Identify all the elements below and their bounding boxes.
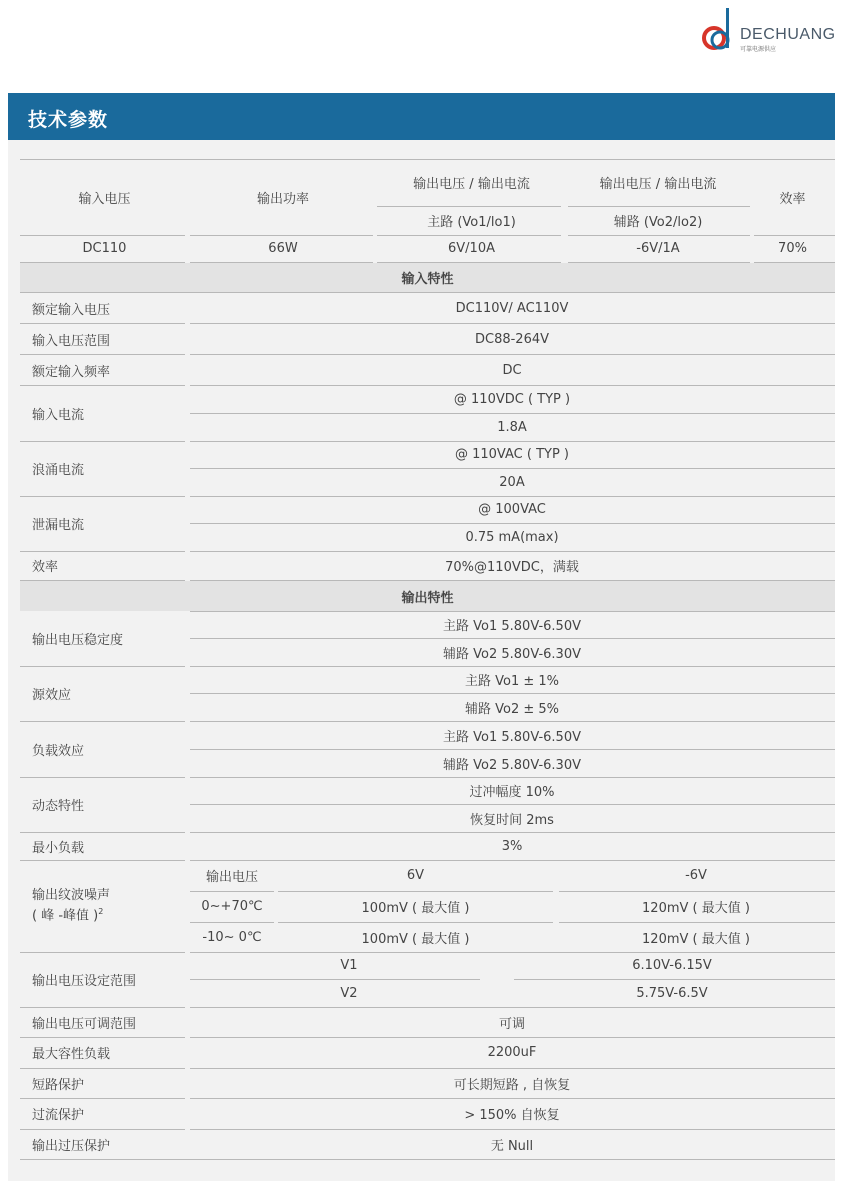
ripple-row2-temp: -10~ 0℃ <box>202 929 262 945</box>
label-overcurrent-protection: 过流保护 <box>32 1108 85 1123</box>
spec-panel <box>8 93 835 1181</box>
label-leakage-current: 泄漏电流 <box>32 518 85 533</box>
ripple-noise-label-text: ( 峰 -峰值 ) <box>32 908 99 924</box>
ripple-row1-neg6v: 120mV ( 最大值 ) <box>642 901 750 916</box>
value-rated-input-frequency: DC <box>502 362 522 378</box>
label-source-effect: 源效应 <box>32 688 72 703</box>
ripple-noise-label-line1: 输出纹波噪声 <box>32 887 111 903</box>
ripple-header-neg6v: -6V <box>685 868 707 883</box>
value-output-power: 66W <box>268 241 298 256</box>
header-main-circuit: 主路 (Vo1/lo1) <box>427 215 516 230</box>
header-output-power: 输出功率 <box>256 191 309 207</box>
value-overcurrent-protection: > 150% 自恢复 <box>464 1108 560 1123</box>
label-dynamic-response: 动态特性 <box>32 799 85 814</box>
label-input-efficiency: 效率 <box>32 560 59 575</box>
output-section-title: 输出特性 <box>401 590 454 606</box>
value-input-current: 1.8A <box>497 419 527 435</box>
header-efficiency: 效率 <box>779 191 806 207</box>
input-section-band <box>20 263 835 292</box>
label-input-voltage-range: 输入电压范围 <box>32 333 111 349</box>
value-rated-input-voltage: DC110V/ AC110V <box>455 300 569 316</box>
label-ripple-noise <box>20 860 189 952</box>
ripple-row1-6v: 100mV ( 最大值 ) <box>361 901 470 916</box>
value-minimum-load: 3% <box>501 838 523 854</box>
ripple-row2-6v: 100mV ( 最大值 ) <box>361 931 470 947</box>
input-section-title: 输入特性 <box>401 272 454 287</box>
source-effect-main: 主路 Vo1 ± 1% <box>464 674 560 689</box>
source-effect-aux: 辅路 Vo2 ± 5% <box>464 701 560 717</box>
set-range-v2: V2 <box>340 985 358 1001</box>
dynamic-overshoot: 过冲幅度 10% <box>469 785 555 800</box>
label-output-voltage-stability: 输出电压稳定度 <box>32 633 124 648</box>
value-efficiency: 70% <box>778 241 807 256</box>
leakage-current-condition: @ 100VAC <box>478 502 546 517</box>
label-load-effect: 负载效应 <box>32 743 85 759</box>
label-max-capacitive-load: 最大容性负载 <box>32 1047 111 1062</box>
ripple-noise-label-line2 <box>32 904 103 924</box>
brand-name: DECHUANG <box>740 26 836 43</box>
value-input-voltage: DC110 <box>82 241 127 256</box>
label-minimum-load: 最小负载 <box>32 840 85 856</box>
dynamic-recovery: 恢复时间 2ms <box>470 812 554 828</box>
header-input-voltage: 输入电压 <box>78 191 131 207</box>
inrush-current-condition: @ 110VAC ( TYP ) <box>454 447 569 462</box>
ripple-header-6v: 6V <box>406 868 425 883</box>
value-aux-circuit: -6V/1A <box>636 241 680 256</box>
brand-subtitle: 可靠电源供应 <box>740 46 777 53</box>
label-rated-input-frequency: 额定输入频率 <box>32 364 111 380</box>
value-short-circuit-protection: 可长期短路 , 自恢复 <box>453 1077 571 1093</box>
stability-main: 主路 Vo1 5.80V-6.50V <box>443 619 581 634</box>
ripple-row1-temp: 0~+70℃ <box>201 899 263 914</box>
ripple-header-voltage: 输出电压 <box>205 870 258 885</box>
label-inrush-current: 浪涌电流 <box>32 463 85 478</box>
value-leakage-current: 0.75 mA(max) <box>465 529 559 545</box>
value-max-capacitive-load: 2200uF <box>487 1045 537 1060</box>
ripple-noise-footnote: 2 <box>98 906 104 916</box>
header-output-vi-main: 输出电压 / 输出电流 <box>413 177 530 192</box>
value-overvoltage-protection: 无 Null <box>490 1138 534 1154</box>
value-inrush-current: 20A <box>499 474 525 490</box>
value-main-circuit: 6V/10A <box>448 241 495 256</box>
label-output-set-range: 输出电压设定范围 <box>32 974 137 989</box>
header-aux-circuit: 辅路 (Vo2/lo2) <box>613 215 703 230</box>
value-input-efficiency: 70%@110VDC，满载 <box>445 560 579 575</box>
ripple-row2-neg6v: 120mV ( 最大值 ) <box>642 931 750 947</box>
output-section-band <box>20 581 835 611</box>
load-effect-main: 主路 Vo1 5.80V-6.50V <box>443 729 581 745</box>
brand-logo <box>700 6 840 56</box>
value-output-adjust-range: 可调 <box>498 1016 525 1032</box>
input-current-condition: @ 110VDC ( TYP ) <box>453 392 571 407</box>
label-short-circuit-protection: 短路保护 <box>32 1077 85 1093</box>
label-overvoltage-protection: 输出过压保护 <box>32 1138 111 1154</box>
stability-aux: 辅路 Vo2 5.80V-6.30V <box>443 646 581 662</box>
dechuang-logo-icon <box>700 6 740 54</box>
label-rated-input-voltage: 额定输入电压 <box>32 302 111 318</box>
header-output-vi-aux: 输出电压 / 输出电流 <box>599 177 717 192</box>
value-input-voltage-range: DC88-264V <box>474 331 550 347</box>
set-range-v1-value: 6.10V-6.15V <box>632 958 712 973</box>
set-range-v1: V1 <box>340 958 358 973</box>
panel-title: 技术参数 <box>8 93 835 140</box>
set-range-v2-value: 5.75V-6.5V <box>636 985 708 1001</box>
load-effect-aux: 辅路 Vo2 5.80V-6.30V <box>443 757 581 773</box>
label-output-adjust-range: 输出电压可调范围 <box>32 1016 137 1032</box>
label-input-current: 输入电流 <box>32 408 85 423</box>
